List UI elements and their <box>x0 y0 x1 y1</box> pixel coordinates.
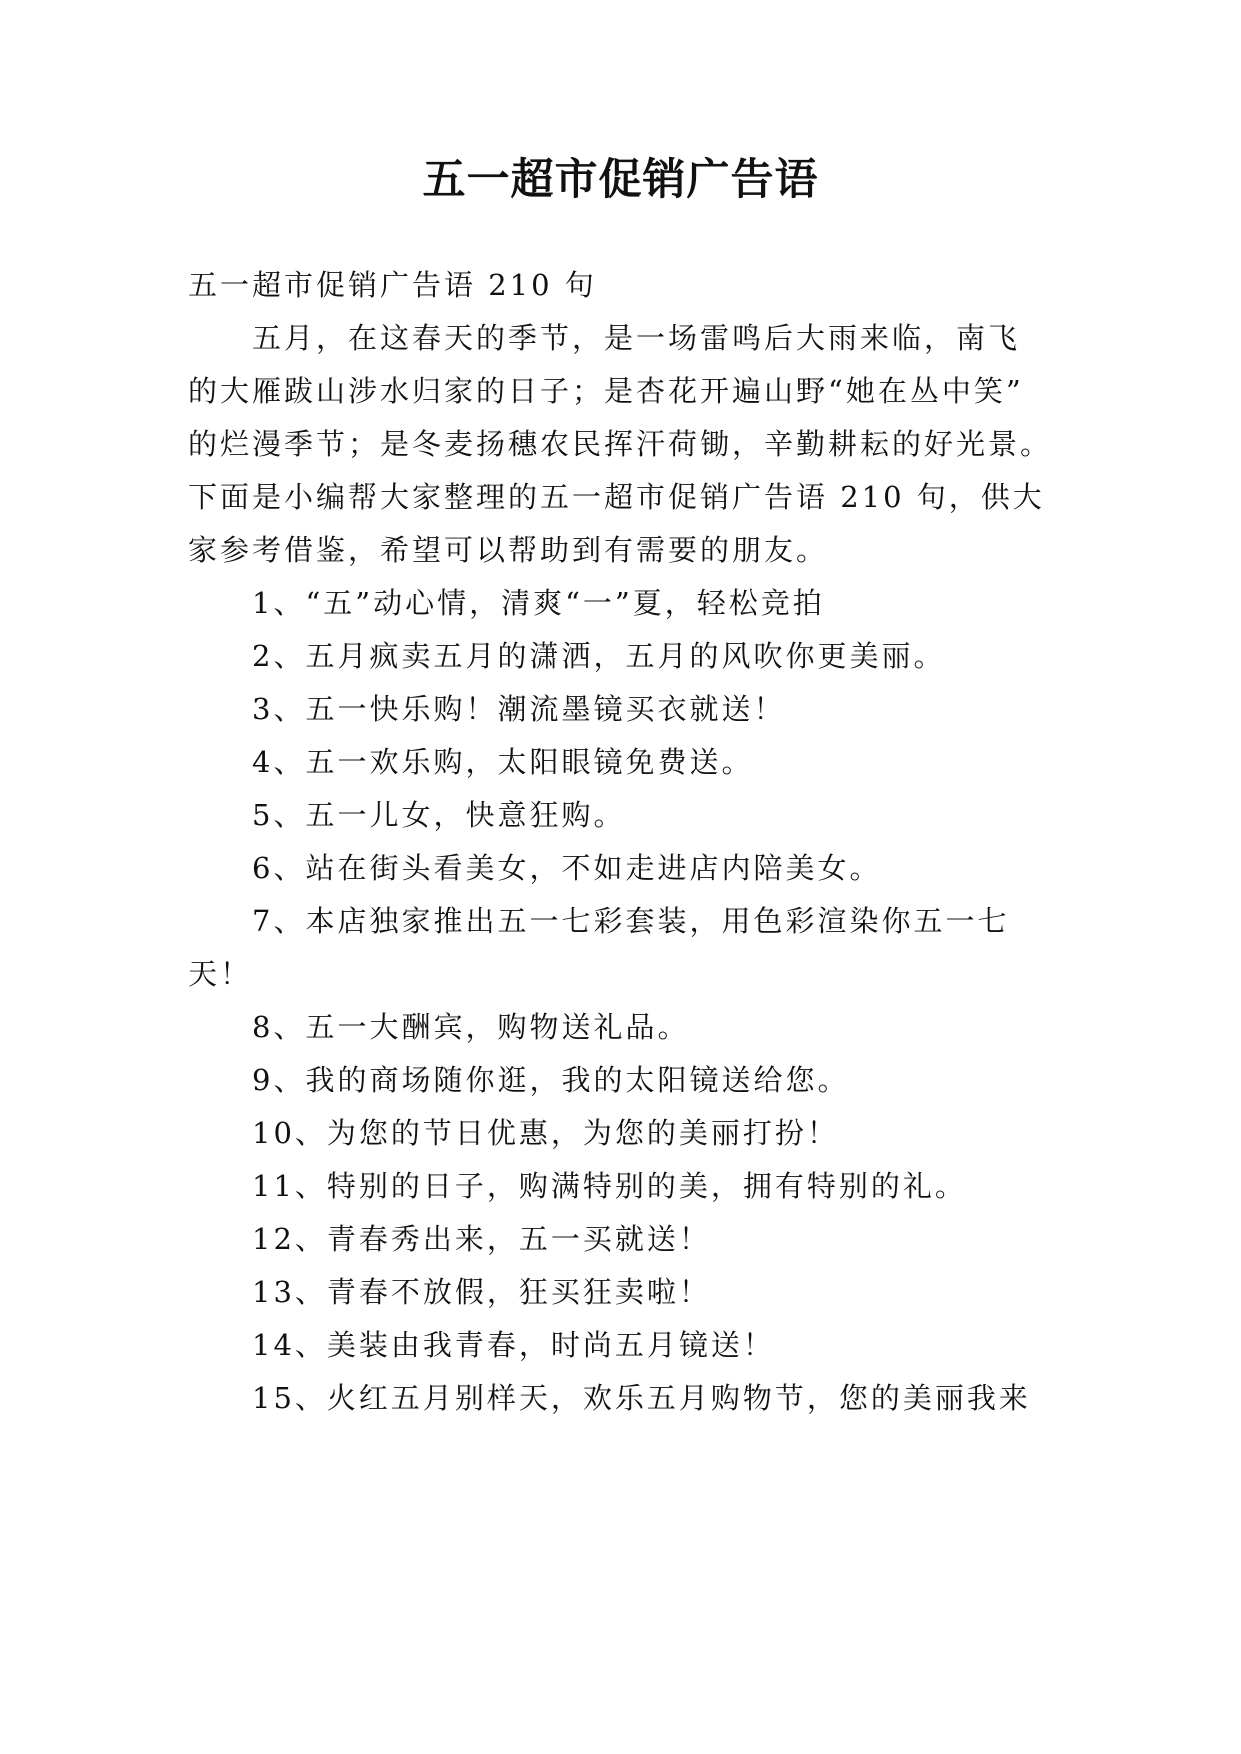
slogan-line: 10、为您的节日优惠，为您的美丽打扮！ <box>252 1116 839 1150</box>
slogan-line: 15、火红五月别样天，欢乐五月购物节，您的美丽我来 <box>252 1381 1031 1415</box>
slogan-line: 14、美装由我青春，时尚五月镜送！ <box>252 1328 775 1362</box>
intro-line: 下面是小编帮大家整理的五一超市促销广告语 210 句，供大 <box>188 480 1045 514</box>
slogan-line: 11、特别的日子，购满特别的美，拥有特别的礼。 <box>252 1169 967 1203</box>
slogan-line: 8、五一大酬宾，购物送礼品。 <box>252 1010 690 1044</box>
intro-line: 的大雁跋山涉水归家的日子；是杏花开遍山野“她在丛中笑” <box>188 374 1024 408</box>
slogan-line: 3、五一快乐购！潮流墨镜买衣就送！ <box>252 692 786 726</box>
intro-line: 家参考借鉴，希望可以帮助到有需要的朋友。 <box>188 533 829 567</box>
slogan-line: 1、“五”动心情，清爽“一”夏，轻松竞拍 <box>252 586 825 620</box>
slogan-line: 4、五一欢乐购，太阳眼镜免费送。 <box>252 745 754 779</box>
slogan-line: 13、青春不放假，狂买狂卖啦！ <box>252 1275 711 1309</box>
intro-line: 的烂漫季节；是冬麦扬穗农民挥汗荷锄，辛勤耕耘的好光景。 <box>188 427 1053 461</box>
slogan-line: 6、站在街头看美女，不如走进店内陪美女。 <box>252 851 882 885</box>
document-title: 五一超市促销广告语 <box>422 155 819 205</box>
slogan-line: 2、五月疯卖五月的潇洒，五月的风吹你更美丽。 <box>252 639 946 673</box>
document-subtitle: 五一超市促销广告语 210 句 <box>188 268 597 302</box>
slogan-line: 天！ <box>188 957 253 991</box>
intro-line: 五月，在这春天的季节，是一场雷鸣后大雨来临，南飞 <box>252 321 1021 355</box>
slogan-line: 7、本店独家推出五一七彩套装，用色彩渲染你五一七 <box>252 904 1010 938</box>
slogan-line: 5、五一儿女，快意狂购。 <box>252 798 626 832</box>
slogan-line: 9、我的商场随你逛，我的太阳镜送给您。 <box>252 1063 850 1097</box>
slogan-line: 12、青春秀出来，五一买就送！ <box>252 1222 711 1256</box>
